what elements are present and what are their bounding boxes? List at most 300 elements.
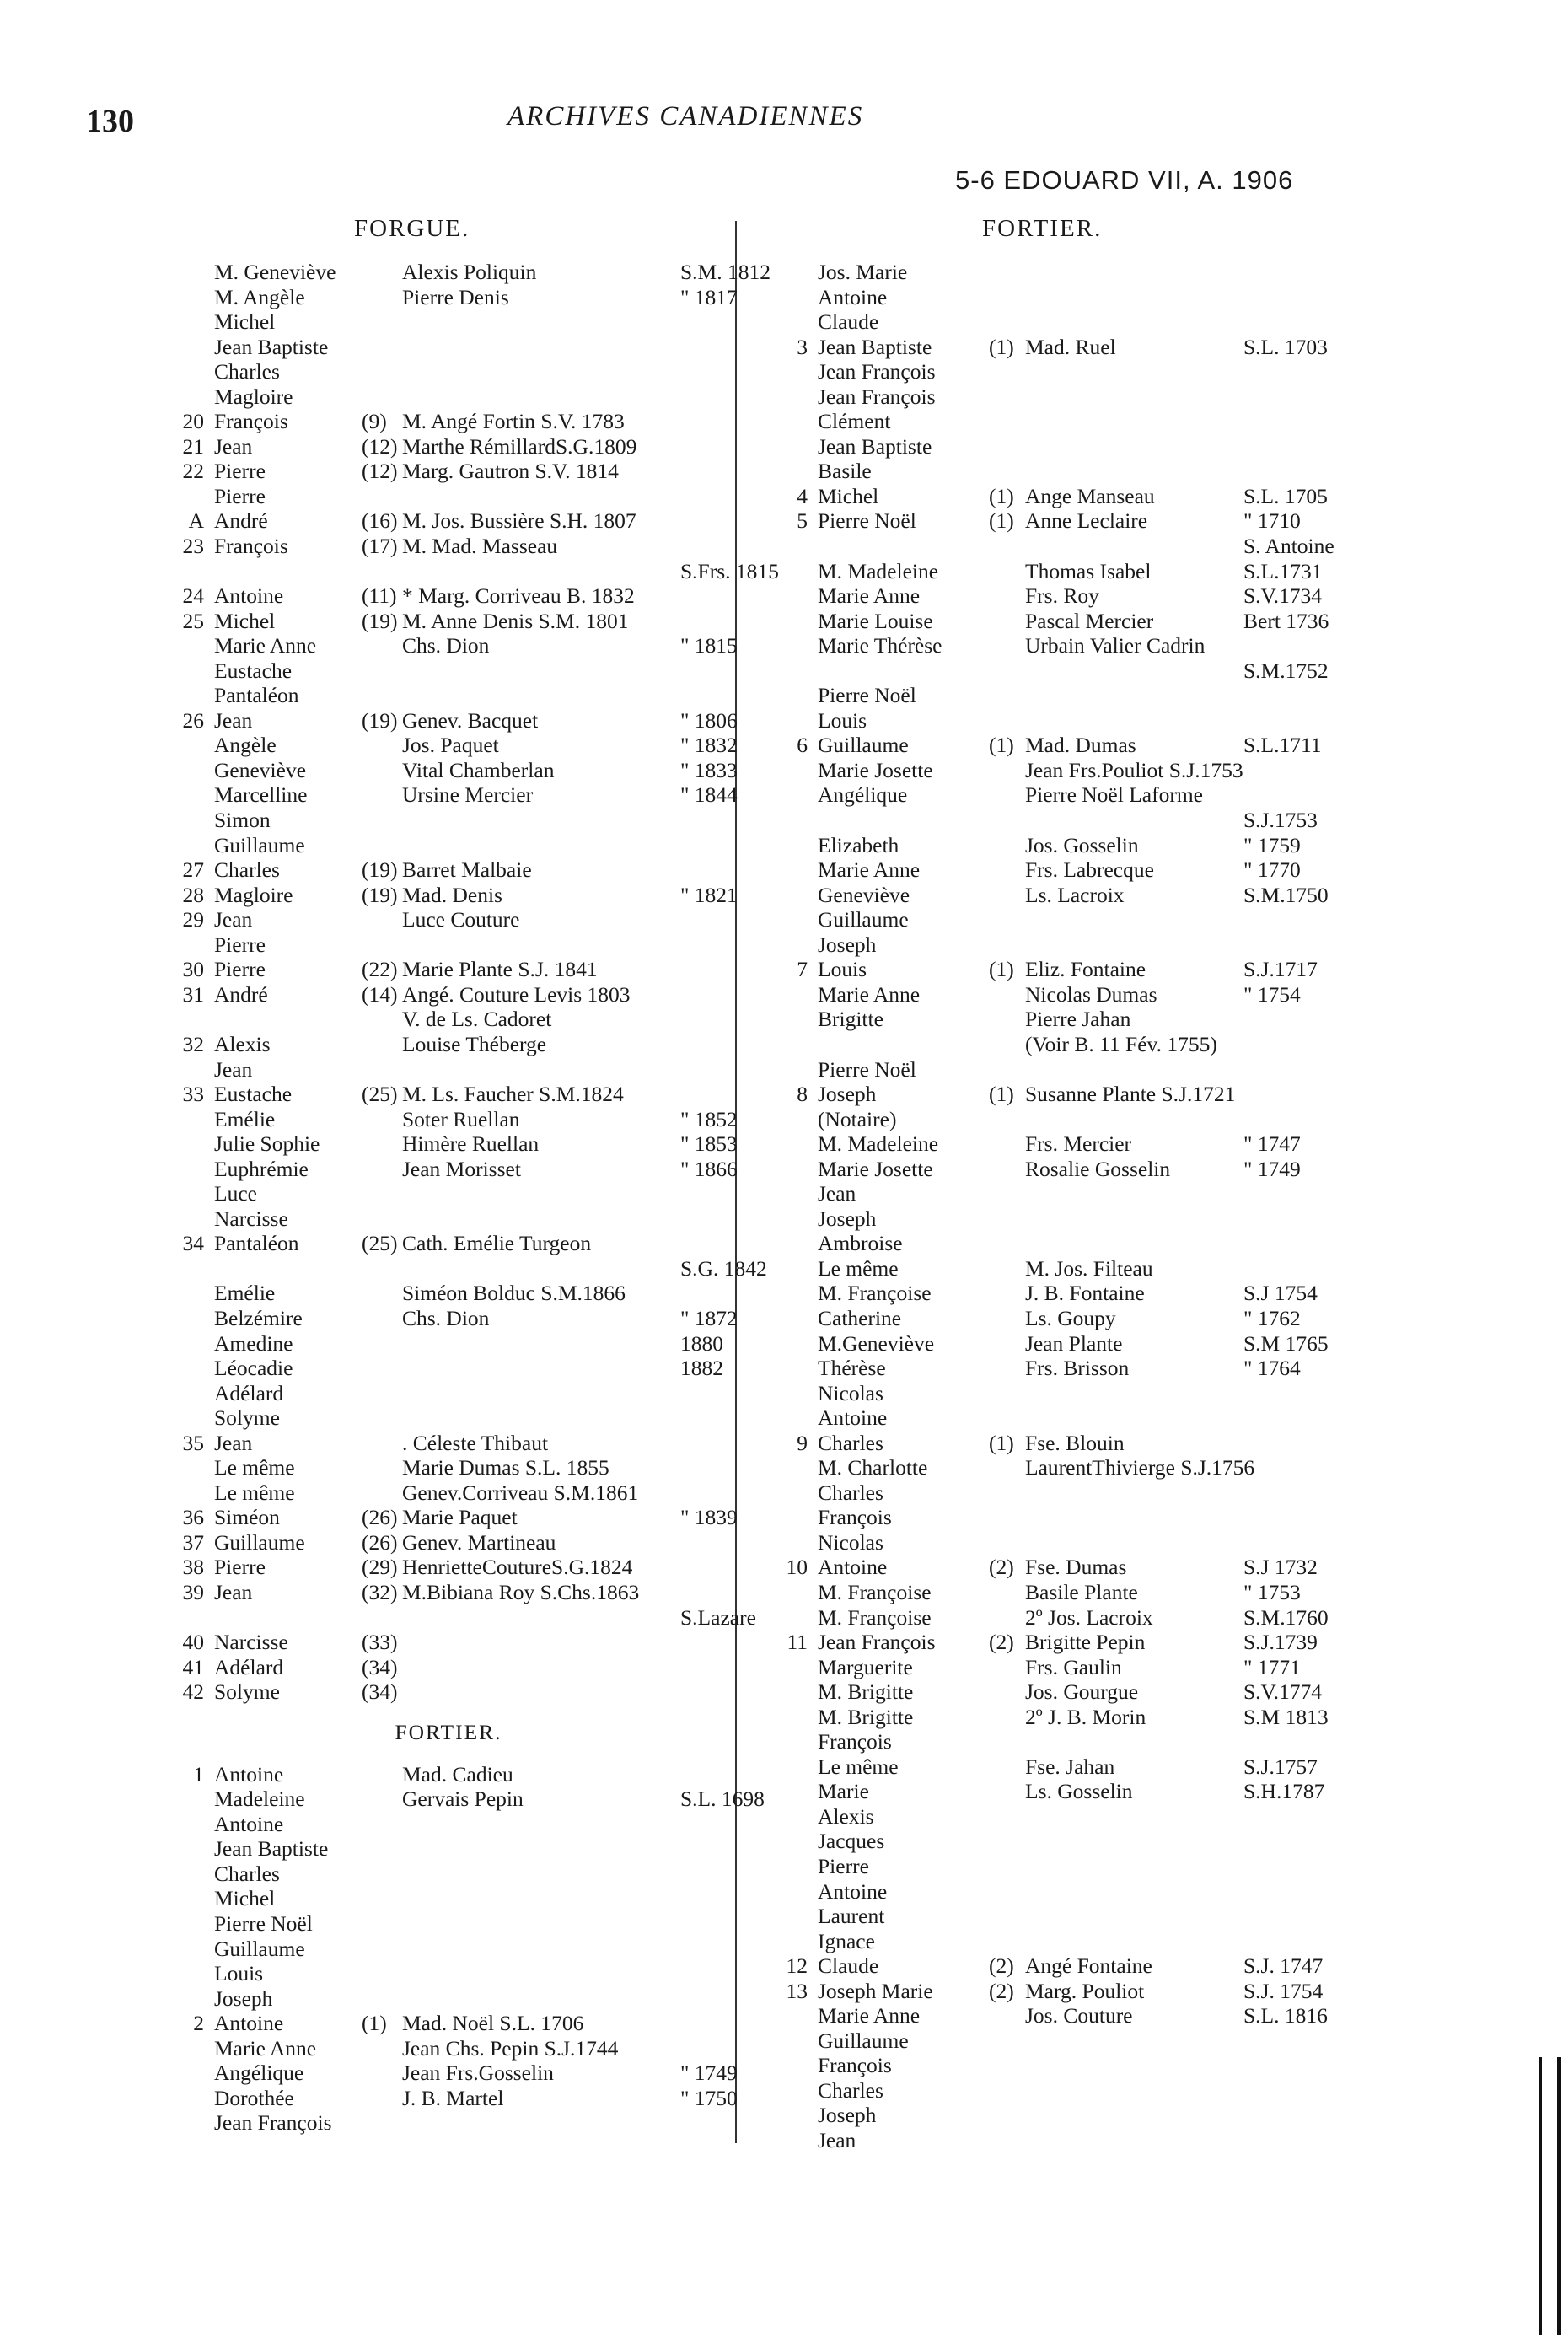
entry-name: Charles bbox=[818, 2077, 883, 2103]
entry-row bbox=[170, 284, 738, 310]
entry-spouse: Cath. Emélie Turgeon bbox=[402, 1231, 592, 1256]
entry-spouse: Angé. Couture Levis 1803 bbox=[402, 981, 631, 1007]
entry-row bbox=[170, 2085, 738, 2111]
entry-spouse: M. Angé Fortin S.V. 1783 bbox=[402, 409, 625, 434]
entry-row bbox=[170, 583, 727, 609]
entry-date: " 1853 bbox=[680, 1131, 738, 1157]
entry-name: Jean Baptiste bbox=[818, 433, 932, 459]
entry-date: " 1839 bbox=[680, 1505, 738, 1530]
entry-date: 1880 bbox=[680, 1330, 723, 1356]
entry-row bbox=[170, 384, 727, 410]
entry-name: Jean bbox=[214, 907, 253, 932]
entry-name: Magloire bbox=[214, 384, 293, 409]
entry-row bbox=[784, 309, 1357, 335]
entry-ref: (16) bbox=[362, 508, 398, 534]
entry-name: Pierre bbox=[214, 957, 266, 982]
entry-spouse: Fse. Blouin bbox=[1025, 1430, 1125, 1455]
entry-date: S.V.1734 bbox=[1243, 583, 1323, 609]
session-line: 5-6 EDOUARD VII, A. 1906 bbox=[955, 165, 1294, 195]
entry-date: S.L. 1698 bbox=[680, 1787, 765, 1812]
entry-date: S.L.1731 bbox=[1243, 558, 1323, 583]
entry-row bbox=[170, 2110, 727, 2136]
entry-spouse: Nicolas Dumas bbox=[1025, 981, 1157, 1007]
entry-name: Guillaume bbox=[818, 2028, 909, 2053]
entry-name: Marie Josette bbox=[818, 1156, 933, 1181]
entry-name: Marcelline bbox=[214, 782, 308, 808]
entry-name: M. Brigitte bbox=[818, 1704, 914, 1729]
entry-row bbox=[170, 1281, 727, 1306]
entry-ref: (14) bbox=[362, 981, 398, 1007]
entry-row bbox=[170, 857, 727, 883]
entry-name: Angélique bbox=[818, 782, 908, 808]
entry-spouse: Ursine Mercier bbox=[402, 782, 534, 808]
entry-name: Jean François bbox=[818, 359, 936, 384]
entry-row bbox=[170, 1886, 727, 1911]
entry-number: 42 bbox=[182, 1679, 204, 1705]
entry-date: " 1806 bbox=[680, 707, 738, 733]
entry-name: François bbox=[818, 2053, 892, 2078]
entry-date: " 1747 bbox=[1243, 1131, 1301, 1157]
entry-row bbox=[170, 1032, 727, 1057]
entry-name: Michel bbox=[818, 483, 879, 508]
entry-spouse: . Céleste Thibaut bbox=[402, 1430, 549, 1455]
entry-name: Marie Louise bbox=[818, 608, 933, 633]
entry-name: Luce bbox=[214, 1181, 257, 1206]
entry-spouse: Marthe RémillardS.G.1809 bbox=[402, 433, 637, 459]
entry-number: 38 bbox=[182, 1555, 204, 1580]
entry-date: " 1770 bbox=[1243, 857, 1301, 883]
entry-spouse: V. de Ls. Cadoret bbox=[402, 1007, 552, 1032]
entry-spouse: Himère Ruellan bbox=[402, 1131, 540, 1157]
entry-spouse: * Marg. Corriveau B. 1832 bbox=[402, 583, 635, 609]
entry-spouse: Jean Chs. Pepin S.J.1744 bbox=[402, 2035, 619, 2061]
entry-number: 5 bbox=[797, 508, 808, 534]
entry-spouse: Jean Frs.Pouliot S.J.1753 bbox=[1025, 757, 1243, 782]
entry-row bbox=[784, 335, 1357, 360]
entry-spouse: Marg. Gautron S.V. 1814 bbox=[402, 459, 619, 484]
entry-date: " 1832 bbox=[680, 733, 738, 758]
entry-spouse: Ls. Lacroix bbox=[1025, 882, 1125, 907]
entry-spouse: Frs. Gaulin bbox=[1025, 1654, 1122, 1679]
entry-spouse: Mad. Dumas bbox=[1025, 733, 1136, 758]
entry-name: Jean Baptiste bbox=[214, 1836, 329, 1862]
entry-date: " 1759 bbox=[1243, 832, 1301, 857]
entry-row bbox=[784, 1431, 1357, 1456]
entry-number: 2 bbox=[193, 2011, 204, 2036]
entry-spouse: Jean Frs.Gosselin bbox=[402, 2061, 554, 2086]
entry-name: Nicolas bbox=[818, 1529, 883, 1555]
entry-name: Antoine bbox=[818, 1555, 888, 1580]
entry-row bbox=[784, 708, 1357, 733]
entry-row bbox=[784, 1929, 1357, 1954]
right-section-heading: FORTIER. bbox=[982, 215, 1103, 242]
entry-spouse: Ls. Gosselin bbox=[1025, 1779, 1133, 1804]
entry-ref: (25) bbox=[362, 1231, 398, 1256]
entry-row bbox=[784, 1206, 1357, 1232]
entry-spouse: 2º J. B. Morin bbox=[1025, 1704, 1146, 1729]
entry-name: Joseph Marie bbox=[818, 1978, 933, 2003]
entry-ref: (12) bbox=[362, 459, 398, 484]
entry-spouse: Anne Leclaire bbox=[1025, 508, 1148, 534]
entry-row bbox=[170, 1206, 727, 1232]
entry-row bbox=[784, 2028, 1357, 2054]
entry-name: Marie Anne bbox=[818, 857, 921, 883]
entry-number: 1 bbox=[193, 1761, 204, 1787]
entry-spouse: Siméon Bolduc S.M.1866 bbox=[402, 1281, 626, 1306]
entry-ref: (33) bbox=[362, 1630, 398, 1655]
entry-number: 23 bbox=[182, 534, 204, 559]
entry-ref: (1) bbox=[989, 733, 1014, 758]
entry-name: Catherine bbox=[818, 1305, 902, 1330]
entry-row bbox=[784, 534, 1357, 559]
entry-spouse: Chs. Dion bbox=[402, 633, 490, 658]
entry-row bbox=[784, 1904, 1357, 1929]
entry-row bbox=[784, 683, 1357, 708]
entry-row bbox=[170, 1255, 767, 1281]
entry-row bbox=[170, 1082, 727, 1107]
entry-ref: (34) bbox=[362, 1679, 398, 1705]
entry-name: François bbox=[818, 1729, 892, 1754]
entry-spouse: Mad. Denis bbox=[402, 882, 502, 907]
entry-spouse: Eliz. Fontaine bbox=[1025, 957, 1146, 982]
entry-name: Joseph bbox=[214, 1985, 273, 2011]
entry-date: S.H.1787 bbox=[1243, 1779, 1325, 1804]
entry-ref: (1) bbox=[989, 1082, 1014, 1107]
entry-date: " 1749 bbox=[680, 2061, 738, 2086]
entry-row bbox=[170, 1812, 727, 1837]
entry-name: Charles bbox=[818, 1480, 883, 1505]
entry-row bbox=[784, 508, 1357, 534]
entry-row bbox=[784, 833, 1357, 858]
entry-date: S.J 1732 bbox=[1243, 1555, 1318, 1580]
entry-name: Julie Sophie bbox=[214, 1131, 320, 1157]
entry-row bbox=[784, 1032, 1357, 1057]
entry-row bbox=[784, 285, 1357, 310]
entry-number: 13 bbox=[786, 1978, 808, 2003]
entry-date: " 1815 bbox=[680, 633, 738, 658]
entry-number: 39 bbox=[182, 1579, 204, 1604]
entry-row bbox=[784, 1381, 1357, 1406]
entry-spouse: M. Anne Denis S.M. 1801 bbox=[402, 608, 629, 633]
entry-row bbox=[170, 1986, 727, 2012]
entry-date: S. Antoine bbox=[1243, 534, 1334, 559]
entry-name: Claude bbox=[818, 1953, 879, 1979]
entry-name: Jean François bbox=[214, 2110, 332, 2136]
entry-name: Jos. Marie bbox=[818, 260, 908, 284]
entry-date: S.L. 1703 bbox=[1243, 334, 1328, 359]
entry-name: Michel bbox=[214, 608, 276, 633]
entry-name: M. Brigitte bbox=[818, 1679, 914, 1705]
entry-spouse: M. Ls. Faucher S.M.1824 bbox=[402, 1082, 624, 1107]
entry-date: " 1852 bbox=[680, 1106, 738, 1131]
entry-name: Charles bbox=[214, 1861, 280, 1886]
entry-name: Pierre Noël bbox=[818, 1056, 916, 1082]
entry-name: M. Geneviève bbox=[214, 260, 336, 284]
entry-row bbox=[170, 1405, 727, 1431]
entry-name: Charles bbox=[214, 359, 280, 384]
entry-number: 21 bbox=[182, 433, 204, 459]
entry-number: 41 bbox=[182, 1654, 204, 1679]
entry-name: Le même bbox=[214, 1480, 295, 1505]
entry-spouse: Susanne Plante S.J.1721 bbox=[1025, 1082, 1236, 1107]
entry-row bbox=[170, 1937, 727, 1962]
entry-name: Charles bbox=[214, 857, 280, 883]
entry-name: Magloire bbox=[214, 882, 293, 907]
entry-date: " 1833 bbox=[680, 757, 738, 782]
entry-row bbox=[170, 982, 727, 1007]
entry-name: Marie Anne bbox=[818, 583, 921, 609]
entry-spouse: Urbain Valier Cadrin bbox=[1025, 633, 1206, 658]
entry-name: Le même bbox=[818, 1255, 899, 1281]
entry-spouse: (Voir B. 11 Fév. 1755) bbox=[1025, 1031, 1217, 1056]
entry-date: " 1762 bbox=[1243, 1305, 1301, 1330]
entry-row bbox=[170, 1356, 727, 1381]
entry-row bbox=[784, 1057, 1357, 1083]
entry-name: Jacques bbox=[818, 1829, 885, 1854]
entry-row bbox=[784, 1157, 1357, 1182]
entry-row bbox=[784, 1231, 1357, 1256]
entry-row bbox=[784, 409, 1357, 434]
entry-spouse: Basile Plante bbox=[1025, 1579, 1138, 1604]
entry-name: Thérèse bbox=[818, 1356, 886, 1381]
entry-name: Jean bbox=[818, 1181, 856, 1206]
entry-date: S.V.1774 bbox=[1243, 1679, 1323, 1705]
entry-row bbox=[784, 1530, 1357, 1555]
entry-row bbox=[784, 1331, 1357, 1357]
entry-ref: (2) bbox=[989, 1978, 1014, 2003]
entry-row bbox=[784, 2128, 1357, 2153]
entry-number: 9 bbox=[797, 1430, 808, 1455]
entry-name: Alexis bbox=[214, 1031, 271, 1056]
entry-row bbox=[170, 1231, 727, 1256]
entry-name: Marie Anne bbox=[818, 981, 921, 1007]
entry-row bbox=[170, 808, 727, 833]
entry-row bbox=[784, 1107, 1357, 1132]
entry-ref: (2) bbox=[989, 1953, 1014, 1979]
entry-row bbox=[784, 1655, 1357, 1680]
entry-row bbox=[784, 484, 1357, 509]
entry-name: Siméon bbox=[214, 1505, 280, 1530]
entry-ref: (2) bbox=[989, 1555, 1014, 1580]
entry-spouse: J. B. Fontaine bbox=[1025, 1281, 1145, 1306]
entry-spouse: Marie Plante S.J. 1841 bbox=[402, 957, 598, 982]
entry-name: Jean bbox=[214, 433, 253, 459]
entry-ref: (11) bbox=[362, 583, 397, 609]
entry-row bbox=[170, 534, 727, 559]
entry-ref: (22) bbox=[362, 957, 398, 982]
entry-spouse: Frs. Roy bbox=[1025, 583, 1099, 609]
entry-name: Marie Thérèse bbox=[818, 633, 942, 658]
entry-date: S.M.1750 bbox=[1243, 882, 1329, 907]
entry-row bbox=[784, 1705, 1357, 1730]
entry-number: 12 bbox=[786, 1953, 808, 1979]
entry-name: Narcisse bbox=[214, 1630, 288, 1655]
entry-name: Laurent bbox=[818, 1904, 885, 1929]
entry-name: Geneviève bbox=[214, 757, 307, 782]
entry-number: 26 bbox=[182, 707, 204, 733]
entry-row bbox=[170, 1057, 727, 1083]
entry-row bbox=[170, 1911, 727, 1937]
entry-name: Simon bbox=[214, 808, 271, 833]
entry-row bbox=[170, 1331, 727, 1357]
entry-name: François bbox=[214, 409, 288, 434]
entry-name: Dorothée bbox=[214, 2085, 294, 2110]
entry-date: S.J. 1754 bbox=[1243, 1978, 1324, 2003]
entry-row bbox=[784, 1605, 1357, 1631]
entry-name: Belzémire bbox=[214, 1305, 303, 1330]
entry-ref: (12) bbox=[362, 433, 398, 459]
entry-row bbox=[784, 2103, 1357, 2128]
entry-spouse: Frs. Mercier bbox=[1025, 1131, 1132, 1157]
entry-row bbox=[784, 1007, 1357, 1032]
entry-spouse: Genev.Corriveau S.M.1861 bbox=[402, 1480, 639, 1505]
entry-row bbox=[170, 1181, 727, 1206]
entry-date: S.L. 1705 bbox=[1243, 483, 1328, 508]
entry-name: Pierre bbox=[818, 1854, 869, 1878]
entry-row bbox=[170, 508, 727, 534]
entry-row bbox=[170, 609, 727, 634]
entry-name: Marie Anne bbox=[818, 2003, 921, 2028]
entry-row bbox=[170, 558, 779, 584]
entry-number: 36 bbox=[182, 1505, 204, 1530]
entry-row bbox=[784, 2053, 1357, 2078]
entry-name: André bbox=[214, 508, 268, 534]
entry-ref: (32) bbox=[362, 1579, 398, 1604]
entry-name: Elizabeth bbox=[818, 832, 899, 857]
entry-date: S.L. 1816 bbox=[1243, 2003, 1328, 2028]
entry-name: Narcisse bbox=[214, 1206, 288, 1231]
entry-number: 10 bbox=[786, 1555, 808, 1580]
entry-name: Brigitte bbox=[818, 1007, 883, 1032]
entry-row bbox=[170, 1505, 738, 1530]
entry-ref: (29) bbox=[362, 1555, 398, 1580]
entry-ref: (1) bbox=[989, 508, 1014, 534]
entry-name: Antoine bbox=[214, 583, 284, 609]
entry-ref: (9) bbox=[362, 409, 387, 434]
entry-row bbox=[784, 1480, 1357, 1506]
entry-name: Geneviève bbox=[818, 882, 910, 907]
entry-name: Marguerite bbox=[818, 1654, 913, 1679]
entry-ref: (19) bbox=[362, 608, 398, 633]
entry-date: S.M.1752 bbox=[1243, 658, 1329, 683]
entry-number: 35 bbox=[182, 1430, 204, 1455]
entry-row bbox=[170, 309, 727, 335]
entry-spouse: Alexis Poliquin bbox=[402, 260, 537, 284]
entry-row bbox=[170, 359, 727, 384]
entry-spouse: Jos. Paquet bbox=[402, 733, 499, 758]
entry-row bbox=[170, 1305, 738, 1331]
entry-number: 25 bbox=[182, 608, 204, 633]
entry-ref: (1) bbox=[989, 1430, 1014, 1455]
entry-date: S.M. 1812 bbox=[680, 260, 771, 284]
entry-ref: (25) bbox=[362, 1082, 398, 1107]
entry-row bbox=[784, 658, 1357, 684]
entry-ref: (1) bbox=[362, 2011, 387, 2036]
entry-name: M. Charlotte bbox=[818, 1455, 928, 1480]
entry-row bbox=[784, 1555, 1357, 1580]
entry-date: 1882 bbox=[680, 1356, 723, 1381]
entry-row bbox=[784, 633, 1357, 658]
entry-row bbox=[784, 583, 1357, 609]
entry-name: Le même bbox=[818, 1754, 899, 1779]
entry-row bbox=[170, 707, 738, 733]
entry-name: Pantaléon bbox=[214, 683, 299, 708]
entry-ref: (19) bbox=[362, 707, 398, 733]
entry-name: Pantaléon bbox=[214, 1231, 299, 1256]
entry-name: Jean bbox=[214, 1579, 253, 1604]
entry-row bbox=[784, 1082, 1357, 1107]
entry-spouse: Barret Malbaie bbox=[402, 857, 532, 883]
entry-name: Angèle bbox=[214, 733, 277, 758]
entry-row bbox=[784, 932, 1357, 958]
entry-date: " 1754 bbox=[1243, 981, 1301, 1007]
entry-name: Amedine bbox=[214, 1330, 293, 1356]
entry-name: (Notaire) bbox=[818, 1106, 897, 1131]
entry-row bbox=[170, 1604, 756, 1631]
entry-row bbox=[170, 2061, 738, 2086]
entry-row bbox=[784, 733, 1357, 758]
entry-row bbox=[784, 609, 1357, 634]
entry-spouse: Fse. Dumas bbox=[1025, 1555, 1127, 1580]
entry-number: 27 bbox=[182, 857, 204, 883]
entry-row bbox=[784, 1854, 1357, 1879]
entry-spouse: Jos. Couture bbox=[1025, 2003, 1133, 2028]
entry-row bbox=[170, 1106, 738, 1132]
right-column bbox=[784, 260, 1357, 2153]
running-title: ARCHIVES CANADIENNES bbox=[507, 101, 864, 132]
entry-row bbox=[170, 932, 727, 958]
entry-number: 37 bbox=[182, 1529, 204, 1555]
entry-row bbox=[170, 882, 738, 908]
entry-date: S.J. 1747 bbox=[1243, 1953, 1324, 1979]
entry-spouse: 2º Jos. Lacroix bbox=[1025, 1604, 1153, 1630]
entry-date: S.J.1717 bbox=[1243, 957, 1318, 982]
entry-row bbox=[784, 1181, 1357, 1206]
entry-spouse: Frs. Labrecque bbox=[1025, 857, 1154, 883]
entry-date: " 1753 bbox=[1243, 1579, 1301, 1604]
entry-number: 29 bbox=[182, 907, 204, 932]
entry-row bbox=[784, 384, 1357, 410]
entry-spouse: Genev. Bacquet bbox=[402, 707, 539, 733]
entry-name: Jean bbox=[214, 1430, 253, 1455]
entry-spouse: Jean Plante bbox=[1025, 1330, 1123, 1356]
entry-number: 31 bbox=[182, 981, 204, 1007]
entry-number: 34 bbox=[182, 1231, 204, 1256]
entry-date: " 1821 bbox=[680, 882, 738, 907]
entry-row bbox=[784, 1953, 1357, 1979]
entry-row bbox=[784, 1405, 1357, 1431]
entry-name: Antoine bbox=[818, 1405, 888, 1431]
entry-number: 7 bbox=[797, 957, 808, 982]
entry-row bbox=[784, 857, 1357, 883]
entry-date: " 1872 bbox=[680, 1305, 738, 1330]
entry-number: 22 bbox=[182, 459, 204, 484]
entry-name: Marie bbox=[818, 1779, 869, 1804]
entry-row bbox=[170, 1455, 727, 1480]
entry-name: Antoine bbox=[818, 284, 888, 309]
entry-ref: (2) bbox=[989, 1630, 1014, 1655]
left-column bbox=[170, 260, 779, 2136]
entry-spouse: Marie Paquet bbox=[402, 1505, 518, 1530]
entry-date: " 1749 bbox=[1243, 1156, 1301, 1181]
entry-name: Pierre Noël bbox=[818, 508, 916, 534]
entry-name: Clément bbox=[818, 409, 891, 434]
entry-spouse: Thomas Isabel bbox=[1025, 558, 1152, 583]
entry-name: M. Angèle bbox=[214, 284, 305, 309]
entry-date: " 1710 bbox=[1243, 508, 1301, 534]
entry-spouse: Angé Fontaine bbox=[1025, 1953, 1152, 1979]
entry-name: Jean bbox=[818, 2128, 856, 2153]
